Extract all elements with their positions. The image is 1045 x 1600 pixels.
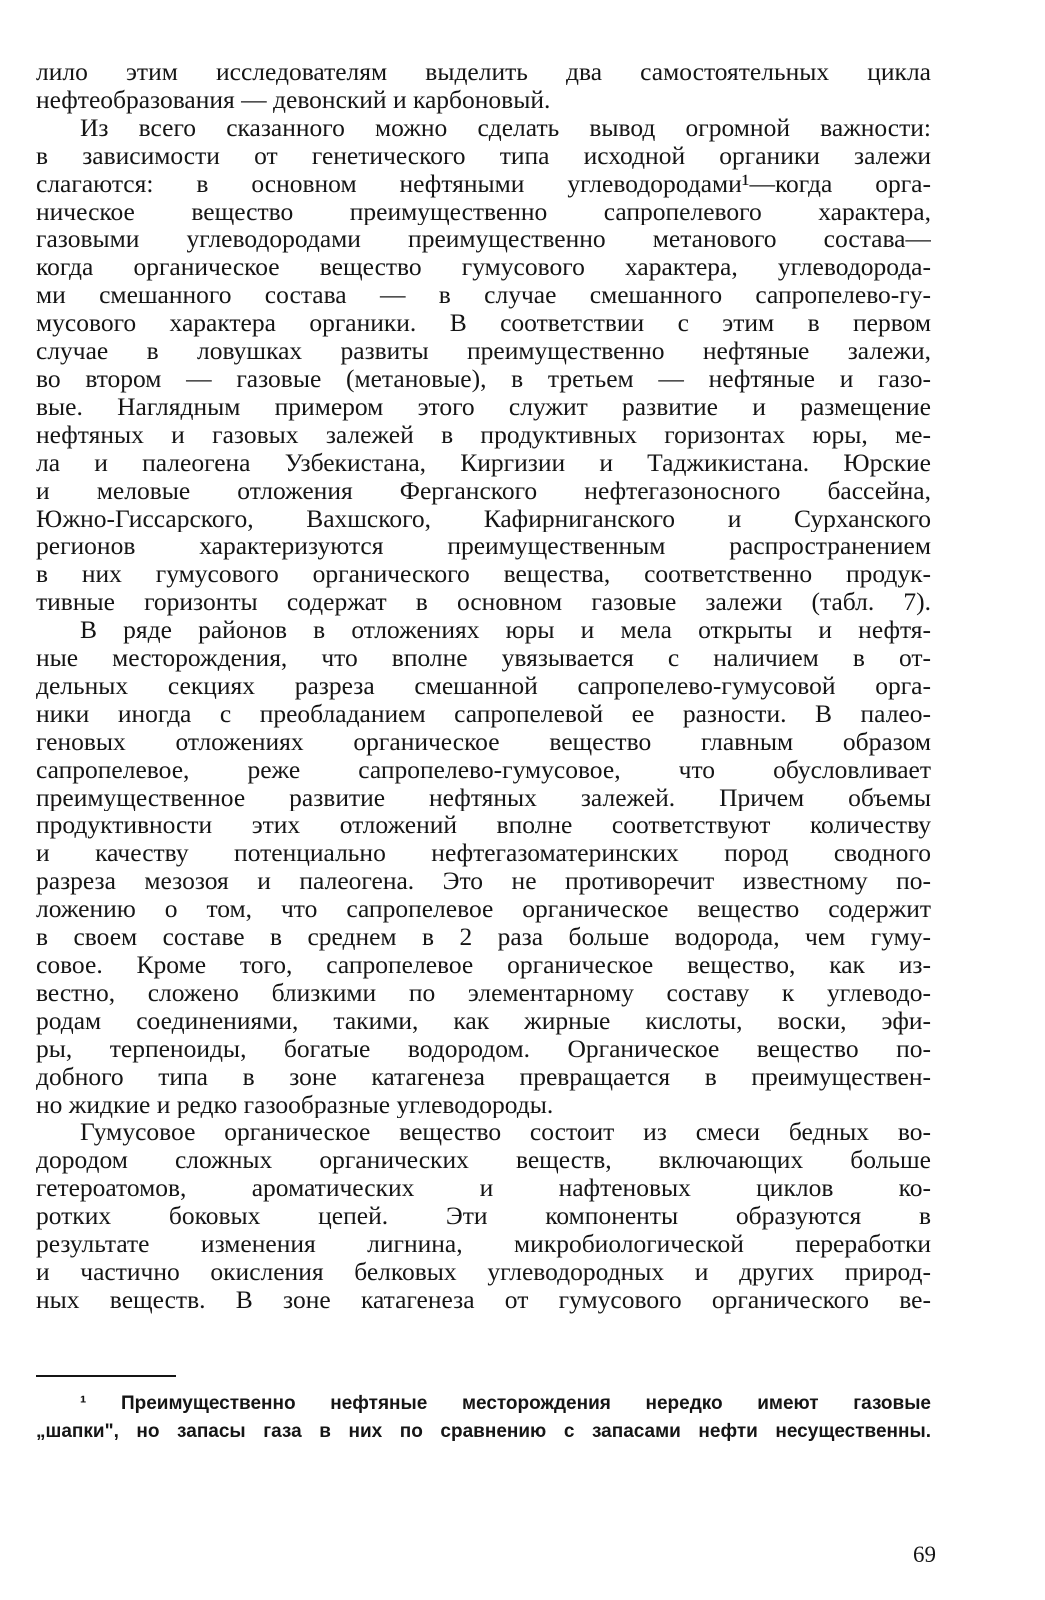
footnote (36, 1390, 931, 1446)
text-line: Из всего сказанного можно сделать вывод огромной важности: (80, 113, 931, 142)
text-line: ми смешанного состава — в случае смешанного сапропелево-гу- (36, 281, 931, 310)
paragraph (36, 1118, 931, 1313)
text-line: дородом сложных органических веществ, включающих больше (36, 1146, 931, 1175)
text-line: ложению о том, что сапропелевое органическое вещество содержит (36, 895, 931, 924)
text-line: ла и палеогена Узбекистана, Киргизии и Таджикистана. Юрские (36, 448, 931, 477)
footnote-divider (36, 1375, 176, 1377)
text-line: во втором — газовые (метановые), в третьем — нефтяные и газо- (36, 364, 931, 393)
footnote-line: „шапки", но запасы газа в них по сравнению с запасами нефти несущественны. (36, 1421, 931, 1442)
text-line: слагаются: в основном нефтяными углеводородами¹—когда орга- (36, 169, 931, 198)
text-line: случае в ловушках развиты преимущественно нефтяные залежи, (36, 337, 931, 365)
text-line: но жидкие и редко газообразные углеводороды. (36, 1090, 554, 1119)
text-line: и качеству потенциально нефтегазоматеринских пород сводного (36, 839, 931, 868)
text-line: продуктивности этих отложений вполне соответствуют количеству (36, 811, 931, 840)
text-line: преимущественное развитие нефтяных залежей. Причем объемы (36, 783, 931, 812)
text-line: совое. Кроме того, сапропелевое органическое вещество, как из- (36, 951, 931, 979)
text-line: ных веществ. В зоне катагенеза от гумусового органического ве- (36, 1285, 931, 1314)
text-line: ники иногда с преобладанием сапропелевой ее разности. В палео- (36, 699, 931, 728)
text-line: ническое вещество преимущественно сапропелевого характера, (36, 197, 931, 226)
text-line: когда органическое вещество гумусового характера, углеводорода- (36, 253, 931, 282)
text-line: лило этим исследователям выделить два самостоятельных цикла (36, 58, 931, 86)
text-line: ры, терпеноиды, богатые водородом. Органическое вещество по- (36, 1034, 931, 1063)
text-line: тивные горизонты содержат в основном газовые залежи (табл. 7). (36, 588, 931, 617)
text-line: газовыми углеводородами преимущественно метанового состава— (36, 225, 931, 254)
text-line: регионов характеризуются преимущественным распространением (36, 532, 931, 561)
text-line: нефтеобразования — девонский и карбоновый. (36, 85, 551, 114)
text-line: ные месторождения, что вполне увязывается с наличием в от- (36, 644, 931, 672)
text-line: дельных секциях разреза смешанной сапропелево-гумусовой орга- (36, 671, 931, 700)
text-line: в своем составе в среднем в 2 раза больше водорода, чем гуму- (36, 923, 931, 951)
text-line: вестно, сложено близкими по элементарному составу к углеводо- (36, 978, 931, 1007)
text-line: Гумусовое органическое вещество состоит из смеси бедных во- (80, 1118, 931, 1147)
text-line: результате изменения лигнина, микробиологической переработки (36, 1230, 931, 1258)
text-line: родам соединениями, такими, как жирные кислоты, воски, эфи- (36, 1006, 931, 1035)
text-line: вые. Наглядным примером этого служит развитие и размещение (36, 392, 931, 421)
text-line: геновых отложениях органическое вещество главным образом (36, 727, 931, 756)
body-text (36, 58, 931, 1314)
page-number: 69 (913, 1542, 936, 1567)
text-line: разреза мезозоя и палеогена. Это не противоречит известному по- (36, 867, 931, 896)
paragraph (36, 616, 931, 1118)
paragraph (36, 114, 931, 616)
text-line: в зависимости от генетического типа исходной органики залежи (36, 141, 931, 170)
text-line: в них гумусового органического вещества, соответственно продук- (36, 560, 931, 589)
text-line: и меловые отложения Ферганского нефтегазоносного бассейна, (36, 476, 931, 505)
text-line: сапропелевое, реже сапропелево-гумусовое, что обусловливает (36, 755, 931, 784)
text-line: гетероатомов, ароматических и нафтеновых циклов ко- (36, 1174, 931, 1203)
text-line: добного типа в зоне катагенеза превращается в преимуществен- (36, 1062, 931, 1091)
text-line: ротких боковых цепей. Эти компоненты образуются в (36, 1202, 931, 1231)
text-line: В ряде районов в отложениях юры и мела открыты и нефтя- (80, 616, 931, 645)
text-line: и частично окисления белковых углеводородных и других природ- (36, 1257, 931, 1286)
text-line: нефтяных и газовых залежей в продуктивных горизонтах юры, ме- (36, 420, 931, 449)
text-line: Южно-Гиссарского, Вахшского, Кафирниганского и Сурханского (36, 504, 931, 533)
text-line: мусового характера органики. В соответствии с этим в первом (36, 309, 931, 338)
paragraph (36, 58, 931, 114)
footnote-line: ¹ Преимущественно нефтяные месторождения нередко имеют газовые (80, 1393, 931, 1414)
